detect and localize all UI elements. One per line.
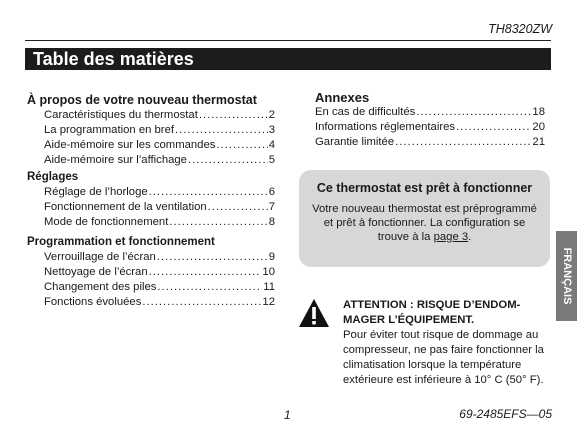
toc-entry[interactable]: Aide-mémoire sur l’affichage ..... 5: [27, 153, 275, 168]
toc-entry[interactable]: Verrouillage de l’écran ..... 9: [27, 250, 275, 265]
toc-entry[interactable]: Fonctions évoluées ..... 12: [27, 295, 275, 310]
ready-box-body: Votre nouveau thermostat est préprogrammé et prêt à fonctionner. La configuration se trouve à la page 3.: [312, 203, 537, 243]
toc-heading: Programmation et fonctionnement: [27, 236, 215, 248]
warning-title: ATTENTION : RISQUE D’ENDOM-MAGER L’ÉQUIPEMENT.: [343, 299, 521, 326]
toc-heading: À propos de votre nouveau thermostat: [27, 93, 257, 107]
ready-info-box: [299, 170, 550, 267]
language-tab-label: FRANÇAIS: [560, 247, 573, 305]
header-rule: [25, 40, 551, 41]
toc-entry[interactable]: Réglage de l’horloge ..... 6: [27, 185, 275, 200]
toc-entry[interactable]: En cas de difficultés ..... 18: [315, 105, 545, 120]
page-number: 1: [284, 408, 291, 422]
toc-entry[interactable]: Aide-mémoire sur les commandes ..... 4: [27, 138, 275, 153]
document-code: 69-2485EFS—05: [459, 407, 552, 421]
ready-box-title: Ce thermostat est prêt à fonctionner: [316, 181, 533, 195]
toc-heading: Réglages: [27, 171, 79, 183]
model-number: TH8320ZW: [488, 22, 552, 36]
warning-triangle-icon: [298, 298, 330, 328]
toc-section-about: [27, 93, 275, 168]
toc-section-annexes: [315, 90, 545, 150]
toc-entry[interactable]: Mode de fonctionnement ..... 8: [27, 215, 275, 230]
toc-entry[interactable]: Fonctionnement de la ventilation ..... 7: [27, 200, 275, 215]
toc-heading: Annexes: [315, 90, 370, 105]
page-title: Table des matières: [25, 48, 551, 70]
warning-body: Pour éviter tout risque de dommage au compresseur, ne pas faire fonctionner la climatisation lorsque la température extérieure est inférieure à 10° C (50° F).: [343, 329, 544, 386]
toc-entry[interactable]: Nettoyage de l’écran ..... 10: [27, 265, 275, 280]
toc-entry[interactable]: Caractéristiques du thermostat ..... 2: [27, 108, 275, 123]
toc-entry[interactable]: Informations réglementaires ..... 20: [315, 120, 545, 135]
page-3-link[interactable]: page 3: [433, 231, 469, 243]
toc-entry[interactable]: La programmation en bref ..... 3: [27, 123, 275, 138]
toc-section-settings: [27, 170, 275, 230]
language-tab: [556, 231, 577, 321]
toc-entry[interactable]: Changement des piles ..... 11: [27, 280, 275, 295]
warning-block: [343, 298, 553, 388]
toc-entry[interactable]: Garantie limitée ..... 21: [315, 135, 545, 150]
toc-section-programming: [27, 235, 275, 310]
